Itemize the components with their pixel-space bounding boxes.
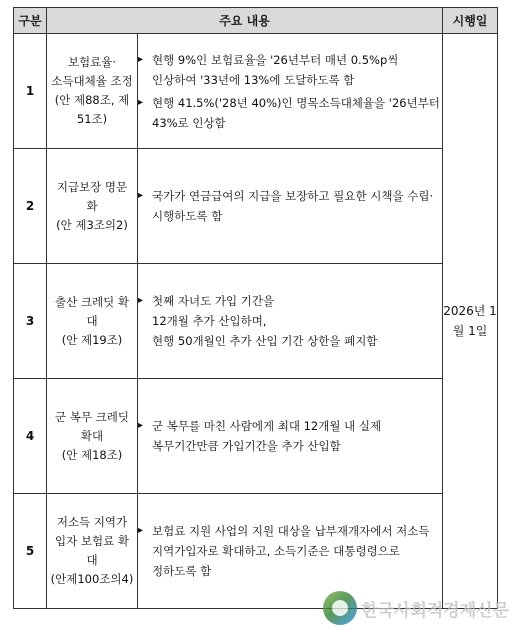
reform-summary-table — [13, 7, 498, 609]
row-title: 출산 크레딧 확 대 (안 제19조) — [47, 264, 138, 379]
table-row — [14, 379, 498, 494]
row-title: 군 복무 크레딧 확대 (안 제18조) — [47, 379, 138, 494]
content-bullet — [138, 93, 442, 133]
content-bullet — [138, 50, 442, 90]
watermark-text: 한국사회적경제신문 — [361, 600, 509, 621]
row-content — [138, 264, 443, 379]
content-bullet — [138, 416, 442, 456]
bullet-text: 군 복무를 마친 사람에게 최대 12개월 내 실제 복무기간만큼 가입기간을 추가 산입함 — [152, 419, 382, 453]
row-title: 저소득 지역가 입자 보험료 확 대 (안제100조의4) — [47, 494, 138, 609]
table-row — [14, 149, 498, 264]
effective-date-cell: 2026년 1 월 1일 — [443, 34, 498, 609]
header-category: 구분 — [14, 8, 47, 34]
bullet-marker-icon: ▸ — [138, 190, 144, 201]
bullet-marker-icon: ▸ — [138, 525, 144, 536]
bullet-text: 첫째 자녀도 가입 기간을 12개월 추가 산입하며, 현행 50개월인 추가 산입 기간 상한을 폐지함 — [152, 294, 378, 348]
bullet-marker-icon: ▸ — [138, 295, 144, 306]
content-bullet — [138, 291, 442, 351]
row-number: 1 — [14, 34, 47, 149]
newspaper-watermark — [323, 591, 509, 625]
bullet-marker-icon: ▸ — [138, 96, 144, 108]
bullet-marker-icon: ▸ — [138, 53, 144, 65]
table-row — [14, 264, 498, 379]
bullet-text: 국가가 연금급여의 지급을 보장하고 필요한 시책을 수립·시행하도록 함 — [152, 189, 434, 223]
row-content — [138, 149, 443, 264]
bullet-marker-icon: ▸ — [138, 420, 144, 431]
row-number: 3 — [14, 264, 47, 379]
row-number: 5 — [14, 494, 47, 609]
row-title: 지급보장 명문 화 (안 제3조의2) — [47, 149, 138, 264]
newspaper-logo-icon — [323, 591, 357, 625]
row-title: 보험료율· 소득대체율 조정 (안 제88조, 제 51조) — [47, 34, 138, 149]
content-bullet — [138, 186, 442, 226]
row-content — [138, 379, 443, 494]
bullet-text: 보험료 지원 사업의 지원 대상을 납부재개자에서 저소득 지역가입자로 확대하고, 소득기준은 대통령령으로 정하도록 함 — [152, 524, 430, 578]
header-effective-date: 시행일 — [443, 8, 498, 34]
row-number: 2 — [14, 149, 47, 264]
row-content — [138, 34, 443, 149]
row-number: 4 — [14, 379, 47, 494]
content-bullet — [138, 521, 442, 581]
table-header-row — [14, 8, 498, 34]
table-row — [14, 34, 498, 149]
bullet-text: 현행 41.5%('28년 40%)인 명목소득대체율을 '26년부터 43%로 인상함 — [152, 95, 440, 130]
header-main-content: 주요 내용 — [47, 8, 443, 34]
bullet-text: 현행 9%인 보험료율을 '26년부터 매년 0.5%p씩 인상하여 '33년에 13%에 도달하도록 함 — [152, 52, 399, 87]
